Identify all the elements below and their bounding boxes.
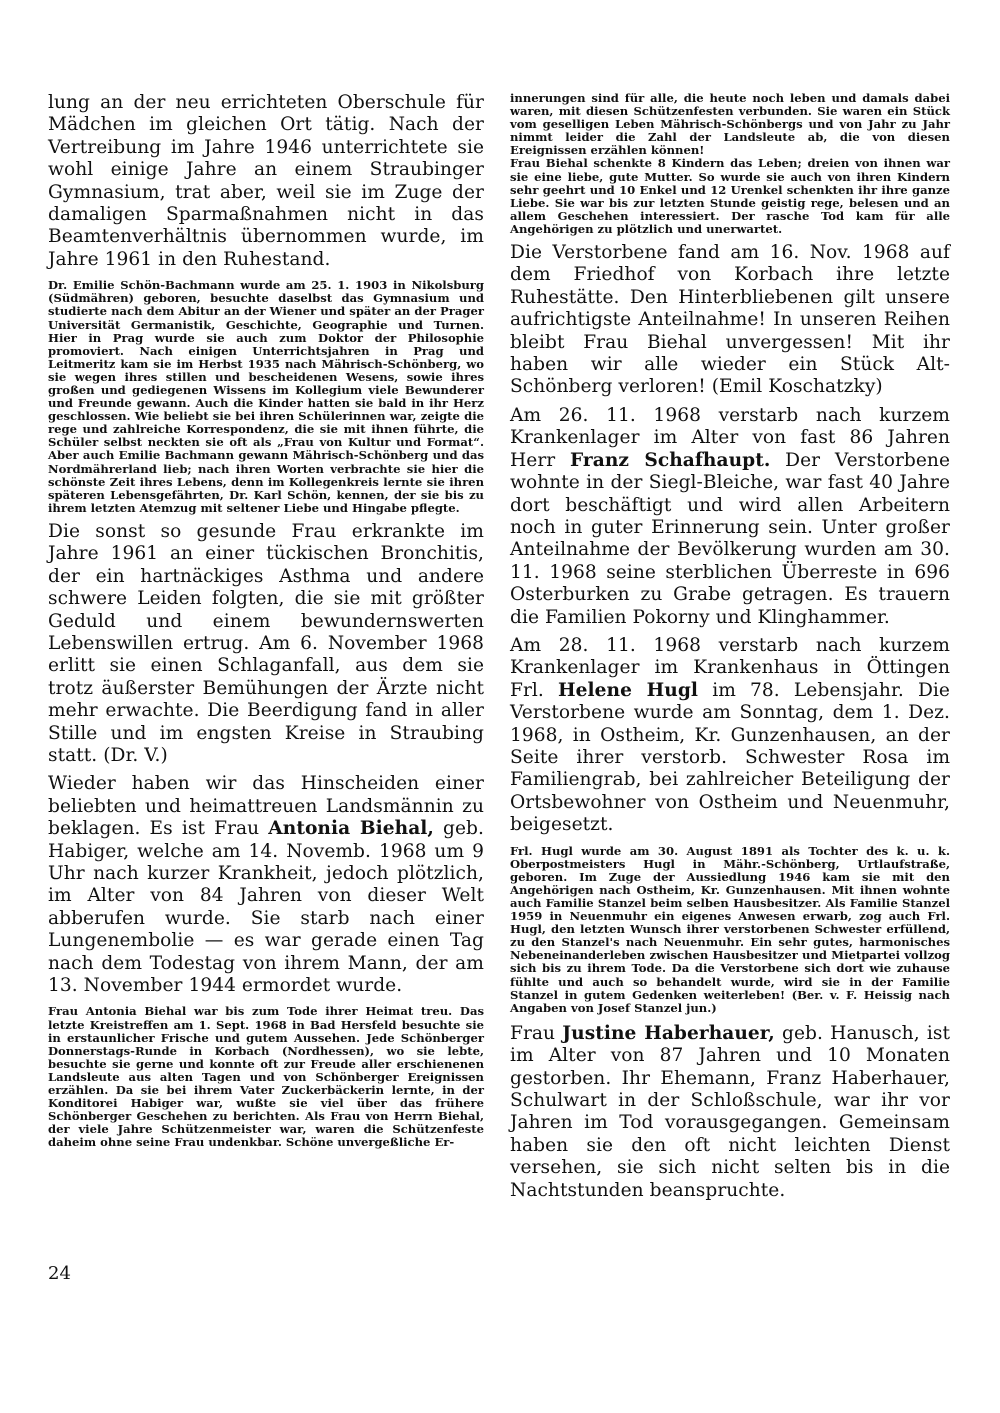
article-paragraph: lung an der neu errichteten Oberschule für Mädchen im gleichen Ort tätig. Nach der Vertreibung im Jahre 1946 unterrichtete sie wohl einige Jahre an einem Straubinger Gymnasium, trat aber, weil sie im Zuge der damaligen Sparmaßnahmen nicht in das Beamtenverhältnis übernommen wurde, im Jahre 1961 in den Ruhestand. [48, 92, 484, 270]
obituary-paragraph [510, 405, 950, 629]
text-run: geb. Hanusch, ist im Alter von 87 Jahren und 10 Monaten gestorben. Ihr Ehemann, Franz Haberhauer, Schulwart in der Schloßschule, war ihr vor Jahren im Tod vorausgegangen. Gemeinsam haben sie den oft nicht leichten Dienst versehen, sie sich nicht selten bis in die Nachtstunden beanspruchte. [510, 1022, 950, 1201]
text-run: Wieder haben wir das Hinscheiden einer beliebten und heimattreuen Landsmännin zu beklagen. Es ist Frau [48, 773, 484, 840]
left-column [48, 92, 484, 1150]
text-run: Am 28. 11. 1968 verstarb nach kurzem Krankenlager im Krankenhaus in Öttingen Frl. [510, 634, 950, 701]
biography-paragraph: Frl. Hugl wurde am 30. August 1891 als Tochter des k. u. k. Oberpostmeisters Hugl in Mähr.-Schönberg, Urtlaufstraße, geboren. Im Zuge der Aussiedlung 1946 kam sie mit den Angehörigen nach Ostheim, Kr. Gunzenhausen. Mit ihnen wohnte auch Familie Stanzel beim selben Hausbesitzer. Als Familie Stanzel 1959 in Neuenmuhr ein eigenes Anwesen erwarb, zog auch Frl. Hugl, den letzten Wunsch ihrer verstorbenen Schwester erfüllend, zu den Stanzel's nach Neuenmuhr. Ein sehr gutes, harmonisches Nebeneinanderleben zwischen Hausbesitzer und Mietpartei vollzog sich bis zu ihrem Tode. Da die Verstorbene sich dort wie zuhause fühlte und auch so behandelt wurde, wird sie in der Familie Stanzel in gutem Gedenken weiterleben! (Ber. v. F. Heissig nach Angaben von Josef Stanzel jun.) [510, 843, 950, 1015]
text-run: im 78. Lebensjahr. Die Verstorbene wurde am Sonntag, dem 1. Dez. 1968, in Ostheim, Kr. Gunzenhausen, an der Seite ihrer verstorb. Schwester Rosa im Familiengrab, bei zahlreicher Beteiligung der Ortsbewohner von Ostheim und Neuenmuhr, beigesetzt. [510, 679, 950, 836]
biography-paragraph: Frau Antonia Biehal war bis zum Tode ihrer Heimat treu. Das letzte Kreistreffen am 1. Sept. 1968 in Bad Hersfeld besuchte sie in erstaunlicher Frische und gutem Aussehen. Jede Schönberger Donnerstags-Runde in Korbach (Nordhessen), wo sie lebte, besuchte sie gerne und konnte oft zur Freude aller erschienenen Landsleute aus alten Tagen und von Schönberger Ereignissen erzählen. Da sie bei ihrem Vater Zuckerbäckerin lernte, in der Konditorei Habiger war, wußte sie viel über das frühere Schönberger Geschehen zu berichten. Als Frau von Herrn Biehal, der viele Jahre Schützenmeister war, waren die Schützenfeste daheim ohne seine Frau undenkbar. Schöne unvergeßliche Er- [48, 1004, 484, 1150]
text-run: Der Verstorbene wohnte in der Siegl-Bleiche, war fast 40 Jahre dort beschäftigt und wird allen Arbeitern noch in guter Erinnerung sein. Unter großer Anteilnahme der Bevölkerung wurden am 30. 11. 1968 seine sterblichen Überreste in 696 Osterburken zu Grabe getragen. Es trauern die Familien Pokorny und Klinghammer. [510, 449, 950, 628]
deceased-name: Justine Haberhauer, [562, 1022, 775, 1044]
biography-paragraph: Frau Biehal schenkte 8 Kindern das Leben; dreien von ihnen war sie eine liebe, gute Mutter. So wurde sie auch von ihren Kindern sehr geehrt und 10 Enkel und 12 Urenkel schenkten ihr ihre ganze Liebe. Sie war bis zur letzten Stunde geistig rege, belesen und an allem Geschehen interessiert. Der rasche Tod kam für alle Angehörigen zu plötzlich und unerwartet. [510, 156, 950, 236]
right-column [510, 92, 950, 1202]
obituary-paragraph [48, 773, 484, 997]
biography-paragraph: Dr. Emilie Schön-Bachmann wurde am 25. 1. 1903 in Nikolsburg (Südmähren) geboren, besuchte daselbst das Gymnasium und studierte nach dem Abitur an der Wiener und später an der Prager Universität Germanistik, Geschichte, Geographie und Turnen. Hier in Prag wurde sie auch zum Doktor der Philosophie promoviert. Nach einigen Unterrichtsjahren in Prag und Leitmeritz kam sie im Herbst 1935 nach Mährisch-Schönberg, wo sie wegen ihres stillen und bescheidenen Wesens, sowie ihres großen und gediegenen Wissens im Kollegium viele Bewunderer und Freunde gewann. Auch die Kinder hatten sie bald in ihr Herz geschlossen. Wie beliebt sie bei ihren Schülerinnen war, zeigte die rege und zahlreiche Korrespondenz, die sie mit ihnen führte, die Schüler selbst neckten sie oft als „Frau von Kultur und Format“. Aber auch Emilie Bachmann gewann Mährisch-Schönberg und das Nordmährerland lieb; nach ihren Worten verbrachte sie hier die schönste Zeit ihres Lebens, denn im Kollegenkreis lernte sie ihren späteren Lebensgefährten, Dr. Karl Schön, kennen, der sie bis zu ihrem letzten Atemzug mit seltener Liebe und Hingabe pflegte. [48, 278, 484, 515]
page-number: 24 [48, 1263, 71, 1284]
deceased-name: Franz Schafhaupt. [569, 449, 771, 471]
article-paragraph: Die Verstorbene fand am 16. Nov. 1968 auf dem Friedhof von Korbach ihre letzte Ruhestätte. Den Hinterbliebenen gilt unsere aufrichtigste Anteilnahme! In unseren Reihen bleibt Frau Biehal unvergessen! Mit ihr haben wir alle wieder ein Stück Alt-Schönberg verloren! (Emil Koschatzky) [510, 242, 950, 398]
obituary-paragraph [510, 1023, 950, 1202]
deceased-name: Helene Hugl [558, 679, 699, 701]
deceased-name: Antonia Biehal, [268, 818, 434, 840]
text-run: Frau [510, 1022, 563, 1044]
article-paragraph: Die sonst so gesunde Frau erkrankte im Jahre 1961 an einer tückischen Bronchitis, der ein hartnäckiges Asthma und andere schwere Leiden folgten, die sie mit größter Geduld und einem bewundernswerten Lebenswillen ertrug. Am 6. November 1968 erlitt sie einen Schlaganfall, aus dem sie trotz äußerster Bemühungen der Ärzte nicht mehr erwachte. Die Beerdigung fand in aller Stille und im engsten Kreise in Straubing statt. (Dr. V.) [48, 520, 484, 766]
obituary-paragraph [510, 635, 950, 837]
biography-paragraph: innerungen sind für alle, die heute noch leben und damals dabei waren, mit diesen Schützenfesten verbunden. Sie waren ein Stück vom geselligen Leben Mährisch-Schönbergs und von Jahr zu Jahr nimmt leider die Zahl der Landsleute ab, die von diesen Ereignissen erzählen können! [510, 91, 950, 158]
text-run: geb. Habiger, welche am 14. Novemb. 1968 um 9 Uhr nach kurzer Krankheit, jedoch plötzlich, im Alter von 84 Jahren von dieser Welt abberufen wurde. Sie starb nach einer Lungenembolie — es war gerade einen Tag nach dem Todestag von ihrem Mann, der am 13. November 1944 ermordet wurde. [48, 818, 484, 997]
text-run: Am 26. 11. 1968 verstarb nach kurzem Krankenlager im Alter von fast 86 Jahren Herr [510, 404, 950, 471]
